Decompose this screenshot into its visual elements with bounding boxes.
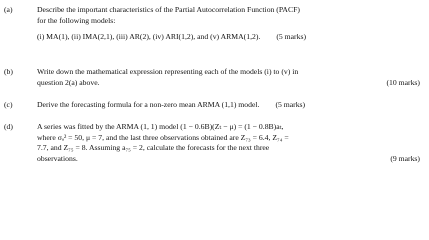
question-label: (a) — [4, 5, 13, 14]
question-text-line: Describe the important characteristics of the Partial Autocorrelation Function (PACF) — [37, 5, 300, 14]
question-text-line — [37, 100, 420, 111]
question-text — [37, 5, 420, 43]
question-text-line: where σₐ² = 50, μ = 7, and the last three observations obtained are Z₇₃ = 6.4, Z₇₄ = — [37, 132, 289, 142]
question-text — [37, 122, 420, 164]
question-text-line: A series was fitted by the ARMA (1, 1) model (1 − 0.6B)(Zₜ − μ) = (1 − 0.8B)aₜ, — [37, 122, 284, 131]
question-text-line — [37, 32, 420, 43]
question-label: (b) — [4, 67, 13, 76]
marks: (5 marks) — [275, 100, 306, 109]
question-text-line: Write down the mathematical expression representing each of the models (i) to (v) in — [37, 67, 299, 76]
question-text-line — [37, 78, 420, 89]
question-label: (d) — [4, 122, 13, 131]
question-text-line — [37, 154, 420, 165]
question-text — [37, 67, 420, 88]
question-text-tail: observations. — [37, 153, 78, 163]
question-text-tail: question 2(a) above. — [37, 77, 100, 87]
question-text-main: Derive the forecasting formula for a non-zero mean ARMA (1,1) model. — [37, 100, 260, 109]
marks: (9 marks) — [390, 153, 420, 163]
question-text-line: for the following models: — [37, 15, 116, 25]
marks: (5 marks) — [276, 32, 307, 41]
question-text-line: 7.7, and Z₇₅ = 8. Assuming a₇₅ = 2, calculate the forecasts for the next three — [37, 143, 270, 152]
question-text — [37, 100, 420, 111]
question-label: (c) — [4, 100, 13, 109]
model-list: (i) MA(1), (ii) IMA(2,1), (iii) AR(2), (iv) ARI(1,2), and (v) ARMA(1,2). — [37, 32, 261, 41]
marks: (10 marks) — [386, 77, 420, 87]
